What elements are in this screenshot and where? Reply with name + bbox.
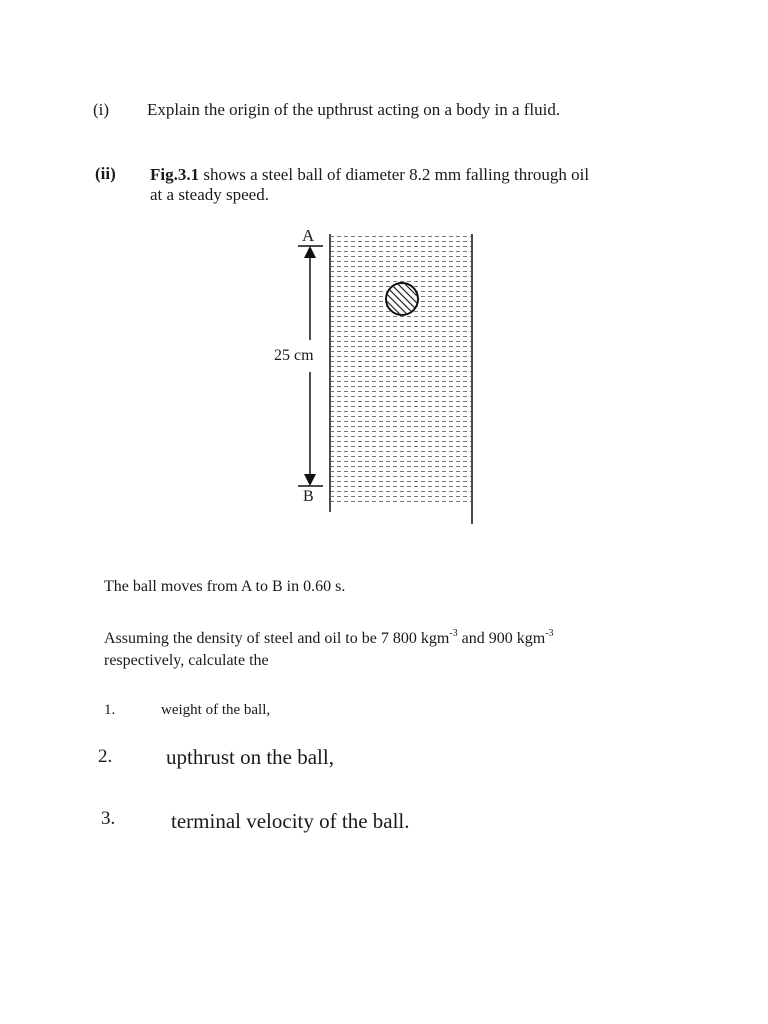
densities-exp2: -3	[545, 628, 554, 639]
label-b: B	[303, 488, 314, 505]
list-item-number: 1.	[104, 702, 116, 718]
list-item-text: terminal velocity of the ball.	[171, 809, 410, 833]
list-item-number: 3.	[101, 808, 116, 829]
question-ii-label: (ii)	[95, 164, 116, 183]
question-i-text: Explain the origin of the upthrust acting on a body in a fluid.	[147, 100, 561, 119]
oil	[331, 236, 471, 504]
densities-part2: and 900 kgm	[457, 630, 546, 647]
paragraph-densities	[104, 628, 704, 672]
densities-exp1: -3	[449, 628, 458, 639]
densities-line2: respectively, calculate the	[104, 652, 269, 669]
list-item-text: upthrust on the ball,	[166, 745, 334, 769]
steel-ball-hatching	[387, 284, 417, 314]
list-item-text: weight of the ball,	[161, 702, 271, 718]
question-ii-line2: at a steady speed.	[150, 185, 269, 204]
question-ii-line1: shows a steel ball of diameter 8.2 mm falling through oil	[199, 165, 590, 184]
list-item-number: 2.	[98, 746, 113, 767]
paragraph-time: The ball moves from A to B in 0.60 s.	[104, 578, 346, 595]
question-i-label: (i)	[93, 100, 110, 119]
label-a: A	[302, 226, 315, 245]
figure-reference: Fig.3.1	[150, 165, 200, 184]
densities-part1: Assuming the density of steel and oil to be 7 800 kgm	[104, 630, 450, 647]
distance-label: 25 cm	[274, 347, 314, 364]
